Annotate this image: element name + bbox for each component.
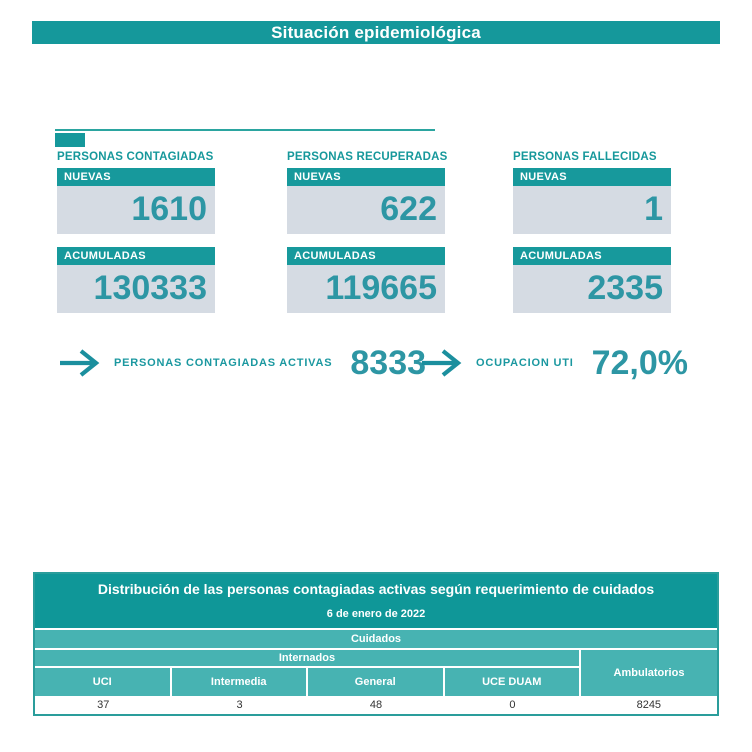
- nuevas-header: NUEVAS: [57, 168, 215, 186]
- stat-column-recuperadas: [287, 151, 448, 313]
- value-uci: 37: [97, 699, 110, 711]
- acumuladas-value: 2335: [513, 265, 671, 313]
- kpi-label: PERSONAS CONTAGIADAS ACTIVAS: [114, 357, 333, 369]
- right-arrow-icon: [58, 346, 100, 380]
- table-date: 6 de enero de 2022: [35, 604, 717, 628]
- column-header-intermedia: Intermedia: [172, 668, 307, 696]
- value-intermedia: 3: [236, 699, 243, 711]
- stat-column-label: PERSONAS RECUPERADAS: [287, 151, 448, 163]
- nuevas-header: NUEVAS: [287, 168, 445, 186]
- kpi-ocupacion-uti: [420, 340, 688, 386]
- table-column-headers: [35, 668, 579, 696]
- stat-column-fallecidas: [513, 151, 671, 313]
- kpi-contagiadas-activas: [58, 340, 426, 386]
- right-arrow-icon: [420, 346, 462, 380]
- column-header-ambulatorios: Ambulatorios: [581, 650, 717, 696]
- page-title: Situación epidemiológica: [32, 21, 720, 44]
- table-data-row: [35, 696, 717, 714]
- stat-column-label: PERSONAS FALLECIDAS: [513, 151, 657, 163]
- table-title: Distribución de las personas contagiadas activas según requerimiento de cuidados: [35, 574, 717, 604]
- value-general: 48: [369, 699, 383, 711]
- accent-line: [55, 129, 435, 131]
- kpi-value: 72,0%: [591, 343, 688, 382]
- nuevas-value: 1610: [57, 186, 215, 234]
- value-ambulatorios: 8245: [636, 699, 662, 711]
- column-header-uci: UCI: [35, 668, 170, 696]
- care-distribution-table: [33, 572, 719, 716]
- internados-group: [35, 650, 579, 696]
- table-group-header-cuidados: Cuidados: [35, 630, 717, 648]
- acumuladas-value: 130333: [57, 265, 215, 313]
- column-header-uce-duam: UCE DUAM: [445, 668, 580, 696]
- acumuladas-header: ACUMULADAS: [57, 247, 215, 265]
- table-subgroup-header-internados: Internados: [35, 650, 579, 666]
- table-subheader-row: [35, 650, 717, 696]
- kpi-label: OCUPACION UTI: [476, 357, 574, 369]
- acumuladas-header: ACUMULADAS: [287, 247, 445, 265]
- acumuladas-value: 119665: [287, 265, 445, 313]
- nuevas-header: NUEVAS: [513, 168, 671, 186]
- stat-column-label: PERSONAS CONTAGIADAS: [57, 151, 214, 163]
- column-header-general: General: [308, 668, 443, 696]
- nuevas-value: 622: [287, 186, 445, 234]
- acumuladas-header: ACUMULADAS: [513, 247, 671, 265]
- accent-rect: [55, 133, 85, 147]
- nuevas-value: 1: [513, 186, 671, 234]
- kpi-value: 8333: [350, 343, 427, 382]
- stat-column-contagiadas: [57, 151, 215, 313]
- value-uce-duam: 0: [509, 699, 516, 711]
